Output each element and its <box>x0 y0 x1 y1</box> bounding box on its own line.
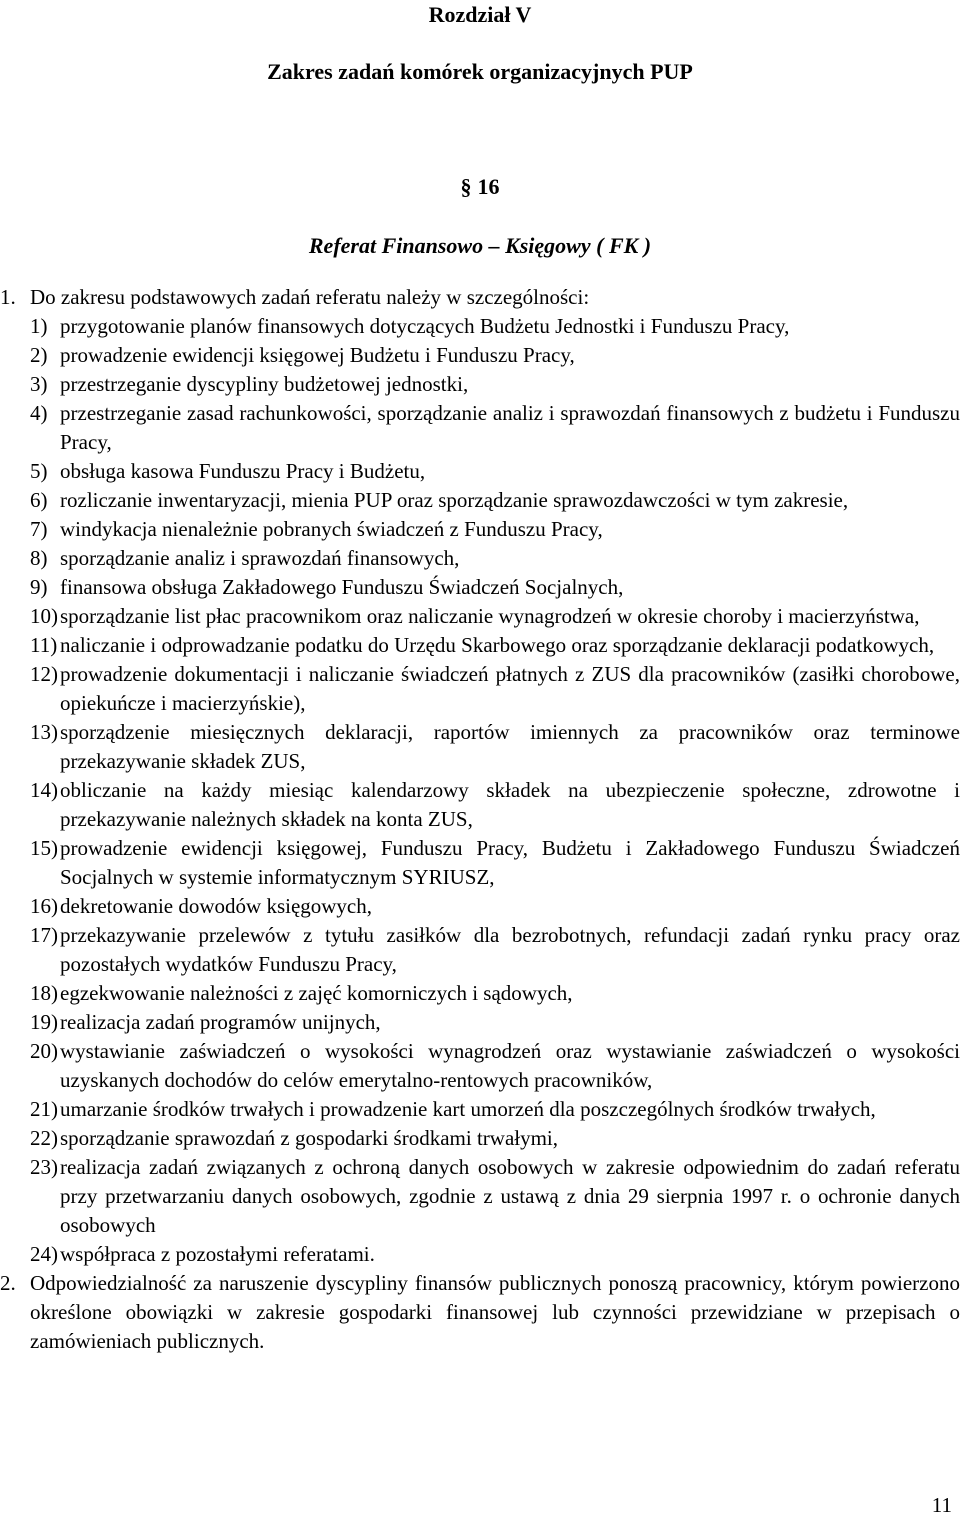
unit-title: Referat Finansowo – Księgowy ( FK ) <box>308 233 652 258</box>
list-item-number: 23) <box>30 1155 58 1179</box>
list-item <box>0 486 960 515</box>
section-symbol: § <box>460 174 472 199</box>
list-item <box>0 312 960 341</box>
list-item-text: realizacja zadań związanych z ochroną danych osobowych w zakresie odpowiednim do zadań referatu przy przetwarzaniu danych osobowych, zgodnie z ustawą z dnia 29 sierpnia 1997 r. o ochronie danych osobowych <box>60 1155 960 1237</box>
list-item-number: 14) <box>30 778 58 802</box>
list-item <box>0 515 960 544</box>
list-item-text: egzekwowanie należności z zajęć komorniczych i sądowych, <box>60 981 573 1005</box>
list-item-text: realizacja zadań programów unijnych, <box>60 1010 381 1034</box>
point-text: Odpowiedzialność za naruszenie dyscypliny finansów publicznych ponoszą pracownicy, którym powierzono określone obowiązki w zakresie gospodarki finansowej lub czynności przewidziane w przepisach o zamówieniach publicznych. <box>30 1271 960 1353</box>
list-item <box>0 1095 960 1124</box>
list-item <box>0 573 960 602</box>
list-item-text: prowadzenie ewidencji księgowej Budżetu i Funduszu Pracy, <box>60 343 575 367</box>
list-item <box>0 979 960 1008</box>
list-item <box>0 631 960 660</box>
point-number: 2. <box>0 1271 16 1295</box>
list-item-number: 22) <box>30 1126 58 1150</box>
list-item-number: 19) <box>30 1010 58 1034</box>
list-item-number: 17) <box>30 923 58 947</box>
list-item-text: wystawianie zaświadczeń o wysokości wynagrodzeń oraz wystawianie zaświadczeń o wysokości uzyskanych dochodów do celów emerytalno-rentowych pracowników, <box>60 1039 960 1092</box>
list-item <box>0 892 960 921</box>
list-item <box>0 1037 960 1095</box>
list-item-number: 1) <box>30 314 48 338</box>
chapter-heading: Rozdział V <box>428 2 532 27</box>
section-heading <box>0 172 960 201</box>
list-item-number: 15) <box>30 836 58 860</box>
list-item-number: 5) <box>30 459 48 483</box>
list-item-number: 6) <box>30 488 48 512</box>
list-item <box>0 602 960 631</box>
list-item <box>0 660 960 718</box>
chapter-title: Zakres zadań komórek organizacyjnych PUP <box>267 59 693 84</box>
list-item <box>0 341 960 370</box>
list-item-text: współpraca z pozostałymi referatami. <box>60 1242 375 1266</box>
list-item <box>0 921 960 979</box>
list-item-number: 3) <box>30 372 48 396</box>
list-item-text: przestrzeganie zasad rachunkowości, sporządzanie analiz i sprawozdań finansowych z budżetu i Funduszu Pracy, <box>60 401 960 454</box>
list-item-text: przygotowanie planów finansowych dotyczących Budżetu Jednostki i Funduszu Pracy, <box>60 314 790 338</box>
list-item-number: 11) <box>30 633 58 657</box>
list-item-number: 8) <box>30 546 48 570</box>
list-item-text: finansowa obsługa Zakładowego Funduszu Świadczeń Socjalnych, <box>60 575 624 599</box>
list-item <box>0 1124 960 1153</box>
list-item-text: sporządzanie analiz i sprawozdań finansowych, <box>60 546 460 570</box>
list-item <box>0 834 960 892</box>
list-item <box>0 1153 960 1240</box>
list-item-number: 9) <box>30 575 48 599</box>
list-item-text: dekretowanie dowodów księgowych, <box>60 894 373 918</box>
list-item <box>0 457 960 486</box>
list-item-text: rozliczanie inwentaryzacji, mienia PUP oraz sporządzanie sprawozdawczości w tym zakresie, <box>60 488 849 512</box>
list-item-text: prowadzenie dokumentacji i naliczanie świadczeń płatnych z ZUS dla pracowników (zasiłki chorobowe, opiekuńcze i macierzyńskie), <box>60 662 960 715</box>
list-item-text: przestrzeganie dyscypliny budżetowej jednostki, <box>60 372 469 396</box>
point-number: 1. <box>0 285 16 309</box>
list-item-number: 20) <box>30 1039 58 1063</box>
list-item <box>0 370 960 399</box>
list-item-number: 12) <box>30 662 58 686</box>
point-intro: Do zakresu podstawowych zadań referatu należy w szczególności: <box>30 285 590 309</box>
list-item-text: sporządzenie miesięcznych deklaracji, raportów imiennych za pracowników oraz terminowe przekazywanie składek ZUS, <box>60 720 960 773</box>
list-item <box>0 776 960 834</box>
list-item <box>0 1240 960 1269</box>
point-1 <box>0 283 960 312</box>
list-item-text: sporządzanie list płac pracownikom oraz naliczanie wynagrodzeń w okresie choroby i macierzyństwa, <box>60 604 920 628</box>
list-item-text: sporządzanie sprawozdań z gospodarki środkami trwałymi, <box>60 1126 559 1150</box>
list-item <box>0 1008 960 1037</box>
list-item-number: 16) <box>30 894 58 918</box>
list-item-text: obsługa kasowa Funduszu Pracy i Budżetu, <box>60 459 426 483</box>
list-item-text: windykacja nienależnie pobranych świadczeń z Funduszu Pracy, <box>60 517 603 541</box>
section-number: 16 <box>477 174 500 199</box>
list-item-text: obliczanie na każdy miesiąc kalendarzowy składek na ubezpieczenie społeczne, zdrowotne i przekazywanie należnych składek na konta ZUS, <box>60 778 960 831</box>
list-item-number: 18) <box>30 981 58 1005</box>
list-item-number: 10) <box>30 604 58 628</box>
list-item-number: 4) <box>30 401 48 425</box>
list-item-text: naliczanie i odprowadzanie podatku do Urzędu Skarbowego oraz sporządzanie deklaracji podatkowych, <box>60 633 935 657</box>
list-item <box>0 399 960 457</box>
task-list <box>0 312 960 1269</box>
list-item <box>0 544 960 573</box>
list-item <box>0 718 960 776</box>
point-2 <box>0 1269 960 1356</box>
page-number: 11 <box>931 1493 952 1517</box>
document-body <box>0 283 960 1356</box>
list-item-text: prowadzenie ewidencji księgowej, Funduszu Pracy, Budżetu i Zakładowego Funduszu Świadczeń Socjalnych w systemie informatycznym SYRIUSZ, <box>60 836 960 889</box>
list-item-number: 21) <box>30 1097 58 1121</box>
list-item-number: 7) <box>30 517 48 541</box>
list-item-text: przekazywanie przelewów z tytułu zasiłków dla bezrobotnych, refundacji zadań rynku pracy oraz pozostałych wydatków Funduszu Pracy, <box>60 923 960 976</box>
list-item-number: 2) <box>30 343 48 367</box>
list-item-text: umarzanie środków trwałych i prowadzenie kart umorzeń dla poszczególnych środków trwałych, <box>60 1097 876 1121</box>
list-item-number: 24) <box>30 1242 58 1266</box>
list-item-number: 13) <box>30 720 58 744</box>
